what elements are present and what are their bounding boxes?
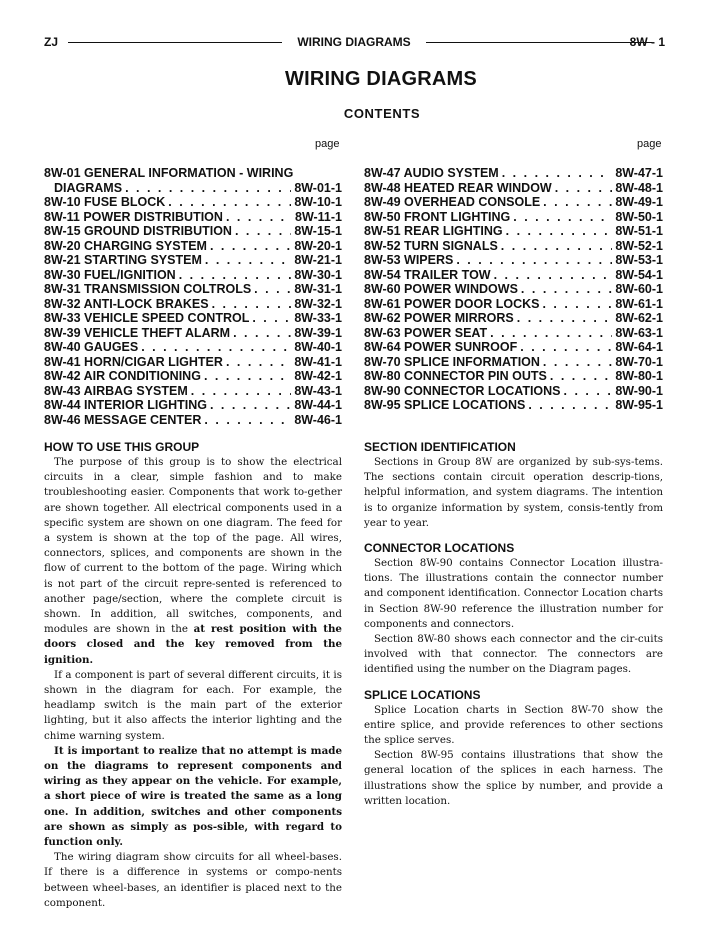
toc-entry-page: 8W-61-1 — [615, 296, 663, 311]
toc-leader — [543, 195, 612, 210]
toc-entry-page: 8W-20-1 — [294, 238, 342, 253]
toc-entry-page: 8W-40-1 — [294, 340, 342, 354]
body-right-column — [364, 440, 663, 809]
toc-entry[interactable] — [44, 355, 342, 370]
toc-leader — [542, 297, 612, 312]
toc-leader — [564, 384, 613, 399]
toc-entry-page: 8W-90-1 — [615, 383, 663, 398]
header-section-title: WIRING DIAGRAMS — [297, 35, 411, 49]
toc-entry-name: 8W-52 TURN SIGNALS — [364, 238, 498, 253]
toc-leader — [517, 311, 613, 326]
toc-leader — [191, 384, 292, 399]
toc-entry-name: 8W-30 FUEL/IGNITION — [44, 267, 176, 282]
toc-entry[interactable] — [364, 268, 663, 283]
toc-leader — [210, 239, 291, 254]
page-column-label-left: page — [315, 138, 340, 150]
toc-entry-name: 8W-61 POWER DOOR LOCKS — [364, 296, 540, 311]
toc-entry-name: 8W-20 CHARGING SYSTEM — [44, 238, 207, 253]
toc-entry[interactable] — [44, 181, 342, 196]
toc-entry-name: 8W-41 HORN/CIGAR LIGHTER — [44, 354, 223, 369]
toc-leader — [513, 210, 612, 225]
toc-entry[interactable] — [364, 297, 663, 312]
toc-entry-page: 8W-50-1 — [615, 209, 663, 224]
toc-entry-name: 8W-01 GENERAL INFORMATION - WIRING — [44, 166, 294, 180]
toc-entry-name: 8W-43 AIRBAG SYSTEM — [44, 383, 188, 398]
paragraph-bold-text: at rest position with the doors closed and the key removed from the ignition. — [44, 623, 342, 666]
toc-leader — [141, 340, 291, 355]
toc-entry-page: 8W-10-1 — [294, 195, 342, 209]
toc-entry[interactable] — [364, 355, 663, 370]
header-rule-left — [68, 42, 282, 43]
toc-leader — [521, 282, 612, 297]
toc-left-column — [44, 166, 342, 427]
toc-entry-page: 8W-11-1 — [295, 209, 342, 224]
toc-entry[interactable] — [44, 297, 342, 312]
toc-entry[interactable] — [364, 166, 663, 181]
toc-entry-name: 8W-64 POWER SUNROOF — [364, 340, 518, 354]
toc-entry-page: 8W-39-1 — [294, 325, 342, 340]
toc-entry[interactable] — [364, 340, 663, 355]
toc-entry[interactable] — [44, 369, 342, 384]
toc-entry[interactable] — [44, 340, 342, 355]
toc-leader — [543, 355, 612, 370]
paragraph: Sections in Group 8W are organized by sub-sys-tems. The sections contain circuit operation descrip-tions, helpful information, and system diagrams. The intention is to organize information by system, consis-tently from year to year. — [364, 456, 663, 529]
toc-entry-name: 8W-80 CONNECTOR PIN OUTS — [364, 369, 547, 383]
toc-entry-page: 8W-01-1 — [294, 180, 342, 195]
toc-entry-name: 8W-10 FUSE BLOCK — [44, 195, 166, 209]
paragraph-bold-text: It is important to realize that no attempt is made on the diagrams to represent components and wiring as they appear on the vehicle. For example, a short piece of wire is treated the same as a long one. In addition, switches and other components are shown as simply as pos-sible, with regard to function only. — [44, 744, 342, 849]
toc-entry-page: 8W-54-1 — [615, 267, 663, 282]
paragraph: Splice Location charts in Section 8W-70 show the entire splice, and provide references to other sections the splice serves. — [364, 703, 663, 747]
page-title: WIRING DIAGRAMS — [285, 68, 477, 90]
toc-entry-name: 8W-32 ANTI-LOCK BRAKES — [44, 296, 209, 311]
toc-leader — [528, 398, 612, 413]
toc-entry[interactable] — [44, 239, 342, 254]
header-model-code: ZJ — [44, 35, 59, 49]
heading-connector-locations: CONNECTOR LOCATIONS — [364, 541, 515, 556]
toc-entry-page: 8W-43-1 — [294, 383, 342, 398]
toc-entry-page: 8W-33-1 — [294, 311, 342, 325]
toc-entry-name: 8W-31 TRANSMISSION COLTROLS — [44, 282, 252, 296]
toc-entry-page: 8W-32-1 — [294, 296, 342, 311]
paragraph: Section 8W-80 shows each connector and the cir-cuits involved with that connector. The connectors are identified using the number on the Diagram pages. — [364, 633, 663, 676]
toc-leader — [520, 340, 612, 355]
toc-leader — [252, 311, 291, 326]
toc-entry[interactable] — [364, 326, 663, 341]
toc-entry-name: 8W-42 AIR CONDITIONING — [44, 369, 201, 383]
toc-leader — [212, 297, 292, 312]
toc-leader — [494, 268, 613, 283]
toc-entry[interactable] — [364, 282, 663, 297]
toc-entry-name: 8W-95 SPLICE LOCATIONS — [364, 398, 526, 412]
toc-entry-page: 8W-48-1 — [615, 180, 663, 195]
toc-entry[interactable] — [364, 181, 663, 196]
toc-entry[interactable] — [44, 195, 342, 210]
toc-leader — [204, 369, 291, 384]
toc-entry[interactable] — [364, 384, 663, 399]
toc-entry-name: DIAGRAMS — [54, 180, 123, 195]
paragraph: Section 8W-95 contains illustrations that show the general location of the splices in each harness. The illustrations show the splice by number, and provide a written location. — [364, 749, 663, 807]
toc-entry-name: 8W-44 INTERIOR LIGHTING — [44, 398, 207, 412]
toc-leader — [226, 355, 291, 370]
heading-how-to-use: HOW TO USE THIS GROUP — [44, 440, 200, 454]
toc-leader — [550, 369, 612, 384]
toc-entry-name: 8W-33 VEHICLE SPEED CONTROL — [44, 311, 250, 325]
page-column-label-right: page — [637, 138, 662, 150]
heading-section-identification: SECTION IDENTIFICATION — [364, 440, 516, 454]
toc-leader — [502, 166, 613, 181]
toc-entry[interactable] — [44, 413, 342, 428]
toc-leader — [210, 398, 291, 413]
toc-entry-page: 8W-70-1 — [615, 354, 663, 369]
toc-entry-name: 8W-46 MESSAGE CENTER — [44, 412, 202, 427]
paragraph-text: The purpose of this group is to show the electrical circuits in a clear, simple fashion and to make troubleshooting easier. Components that work to-gether are shown together. All electrical components used in a specific system are shown on one diagram. The feed for a system is shown at the top of the page. All wires, connectors, splices, and components are shown in the flow of current to the bottom of the page. Wiring which is not part of the circuit repre-sented is referenced to another page/section, where the complete circuit is shown. In addition, all switches, components, and modules are shown in the — [44, 456, 342, 636]
toc-leader — [555, 181, 613, 196]
contents-heading: CONTENTS — [343, 106, 421, 121]
toc-entry[interactable] — [44, 398, 342, 413]
toc-entry-page: 8W-47-1 — [615, 166, 663, 180]
toc-leader — [233, 326, 291, 341]
toc-entry[interactable] — [364, 253, 663, 268]
toc-entry-name: 8W-40 GAUGES — [44, 340, 139, 354]
paragraph: If a component is part of several different circuits, it is shown in the diagram for each. For example, the headlamp switch is the main part of the exterior lighting, but it also affects the interior lighting and the chime warning system. — [44, 668, 342, 742]
toc-entry[interactable] — [364, 311, 663, 326]
toc-entry-page: 8W-31-1 — [294, 282, 342, 296]
header-rule-right — [426, 42, 652, 43]
toc-entry-name: 8W-39 VEHICLE THEFT ALARM — [44, 325, 231, 340]
toc-entry-name: 8W-15 GROUND DISTRIBUTION — [44, 224, 232, 238]
toc-entry-page: 8W-63-1 — [615, 325, 663, 340]
toc-entry-page: 8W-53-1 — [615, 253, 663, 267]
toc-entry[interactable] — [44, 166, 342, 181]
toc-leader — [179, 268, 292, 283]
toc-entry-page: 8W-60-1 — [615, 282, 663, 296]
toc-entry-page: 8W-62-1 — [615, 311, 663, 325]
running-header — [44, 35, 665, 51]
toc-entry-name: 8W-54 TRAILER TOW — [364, 267, 491, 282]
toc-entry[interactable] — [364, 239, 663, 254]
toc-entry-page: 8W-42-1 — [294, 369, 342, 383]
toc-entry-name: 8W-90 CONNECTOR LOCATIONS — [364, 383, 561, 398]
toc-leader — [235, 224, 291, 239]
toc-entry[interactable] — [44, 224, 342, 239]
toc-entry-name: 8W-50 FRONT LIGHTING — [364, 209, 511, 224]
toc-leader — [226, 210, 292, 225]
toc-entry[interactable] — [44, 384, 342, 399]
toc-entry[interactable] — [364, 195, 663, 210]
toc-entry-page: 8W-21-1 — [294, 253, 342, 267]
toc-entry-page: 8W-41-1 — [294, 354, 342, 369]
toc-entry-name: 8W-48 HEATED REAR WINDOW — [364, 180, 552, 195]
toc-leader — [490, 326, 612, 341]
toc-leader — [501, 239, 613, 254]
toc-leader — [204, 413, 291, 428]
toc-entry-name: 8W-70 SPLICE INFORMATION — [364, 354, 540, 369]
toc-leader — [254, 282, 291, 297]
toc-entry[interactable] — [364, 398, 663, 413]
paragraph: The wiring diagram show circuits for all wheel-bases. If there is a difference in systems or compo-nents between wheel-bases, an identifier is placed next to the component. — [44, 851, 342, 909]
toc-entry-page: 8W-15-1 — [294, 224, 342, 238]
toc-entry[interactable] — [44, 326, 342, 341]
toc-entry-page: 8W-49-1 — [615, 195, 663, 209]
toc-right-column — [364, 166, 663, 413]
toc-entry[interactable] — [44, 253, 342, 268]
paragraph — [44, 744, 342, 850]
toc-entry-name: 8W-21 STARTING SYSTEM — [44, 253, 202, 267]
toc-entry[interactable] — [44, 282, 342, 297]
toc-entry-page: 8W-30-1 — [294, 267, 342, 282]
toc-entry[interactable] — [44, 210, 342, 225]
toc-entry[interactable] — [364, 210, 663, 225]
toc-entry[interactable] — [44, 311, 342, 326]
heading-splice-locations: SPLICE LOCATIONS — [364, 687, 481, 702]
toc-leader — [456, 253, 612, 268]
toc-entry-name: 8W-53 WIPERS — [364, 253, 454, 267]
toc-entry-name: 8W-11 POWER DISTRIBUTION — [44, 209, 223, 224]
toc-leader — [168, 195, 291, 210]
toc-entry-name: 8W-63 POWER SEAT — [364, 325, 488, 340]
toc-entry-page: 8W-46-1 — [294, 412, 342, 427]
toc-leader — [125, 181, 291, 196]
toc-leader — [205, 253, 291, 268]
paragraph — [44, 455, 342, 668]
toc-entry-name: 8W-49 OVERHEAD CONSOLE — [364, 195, 541, 209]
toc-entry-page: 8W-51-1 — [615, 224, 663, 238]
toc-entry-page: 8W-80-1 — [615, 369, 663, 383]
toc-entry-page: 8W-52-1 — [615, 238, 663, 253]
toc-entry-name: 8W-47 AUDIO SYSTEM — [364, 166, 499, 180]
body-left-column — [44, 440, 342, 911]
toc-entry-name: 8W-51 REAR LIGHTING — [364, 224, 503, 238]
toc-entry-name: 8W-60 POWER WINDOWS — [364, 282, 518, 296]
toc-entry-page: 8W-44-1 — [294, 398, 342, 412]
toc-entry[interactable] — [364, 369, 663, 384]
paragraph: Section 8W-90 contains Connector Location illustra-tions. The illustrations contain the connector number and component identification. Connector Location charts in Section 8W-90 reference the illustration number for components and connectors. — [364, 557, 663, 630]
toc-entry-name: 8W-62 POWER MIRRORS — [364, 311, 514, 325]
toc-entry[interactable] — [44, 268, 342, 283]
toc-entry[interactable] — [364, 224, 663, 239]
header-page-number: 8W - 1 — [629, 35, 665, 49]
toc-entry-page: 8W-64-1 — [615, 340, 663, 354]
toc-entry-page: 8W-95-1 — [615, 398, 663, 412]
toc-leader — [506, 224, 613, 239]
